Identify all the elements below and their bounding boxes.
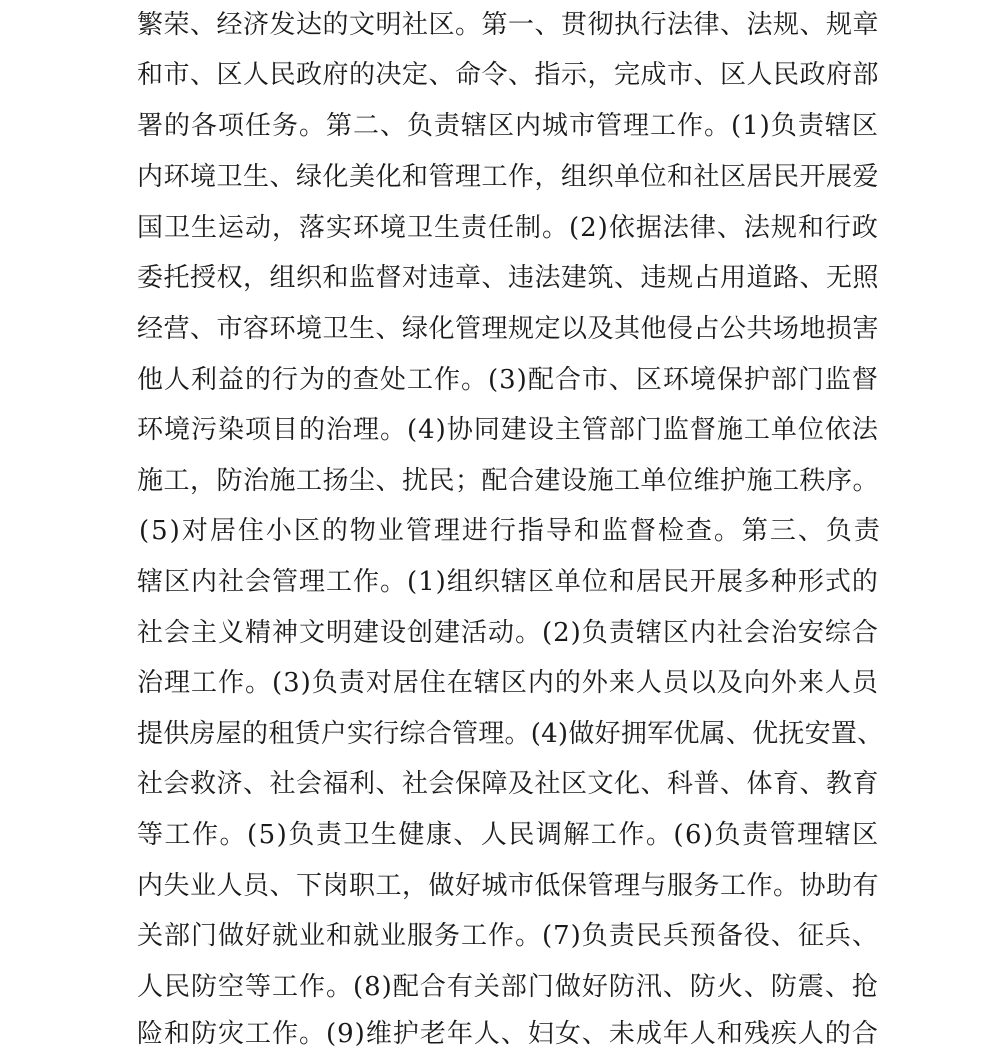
text-line: 内失业人员、下岗职工，做好城市低保管理与服务工作。协助有 (137, 871, 880, 901)
text-line: 内环境卫生、绿化美化和管理工作，组织单位和社区居民开展爱 (137, 162, 880, 192)
text-line: 经营、市容环境卫生、绿化管理规定以及其他侵占公共场地损害 (137, 314, 880, 344)
text-line: 治理工作。(3)负责对居住在辖区内的外来人员以及向外来人员 (137, 668, 879, 698)
text-line: 提供房屋的租赁户实行综合管理。(4)做好拥军优属、优抚安置、 (137, 719, 884, 749)
text-line: 辖区内社会管理工作。(1)组织辖区单位和居民开展多种形式的 (137, 567, 879, 597)
text-line: 社会主义精神文明建设创建活动。(2)负责辖区内社会治安综合 (137, 618, 879, 648)
text-line: 他人利益的行为的查处工作。(3)配合市、区环境保护部门监督 (137, 365, 879, 395)
text-line: 环境污染项目的治理。(4)协同建设主管部门监督施工单位依法 (137, 415, 879, 445)
text-line: 国卫生运动，落实环境卫生责任制。(2)依据法律、法规和行政 (137, 213, 879, 243)
text-line: 关部门做好就业和就业服务工作。(7)负责民兵预备役、征兵、 (137, 921, 879, 951)
text-line: 人民防空等工作。(8)配合有关部门做好防汛、防火、防震、抢 (137, 972, 879, 1002)
text-line: 和市、区人民政府的决定、命令、指示，完成市、区人民政府部 (137, 60, 880, 90)
text-line: (5)对居住小区的物业管理进行指导和监督检查。第三、负责 (139, 516, 882, 546)
text-line: 社会救济、社会福利、社会保障及社区文化、科普、体育、教育 (137, 769, 880, 799)
text-line: 等工作。(5)负责卫生健康、人民调解工作。(6)负责管理辖区 (137, 820, 880, 850)
text-line: 繁荣、经济发达的文明社区。第一、贯彻执行法律、法规、规章 (137, 10, 880, 40)
text-line: 委托授权，组织和监督对违章、违法建筑、违规占用道路、无照 (137, 263, 880, 293)
text-line: 险和防灾工作。(9)维护老年人、妇女、未成年人和残疾人的合 (137, 1019, 879, 1049)
text-line: 施工，防治施工扬尘、扰民；配合建设施工单位维护施工秩序。 (137, 466, 880, 496)
text-line: 署的各项任务。第二、负责辖区内城市管理工作。(1)负责辖区 (137, 111, 879, 141)
